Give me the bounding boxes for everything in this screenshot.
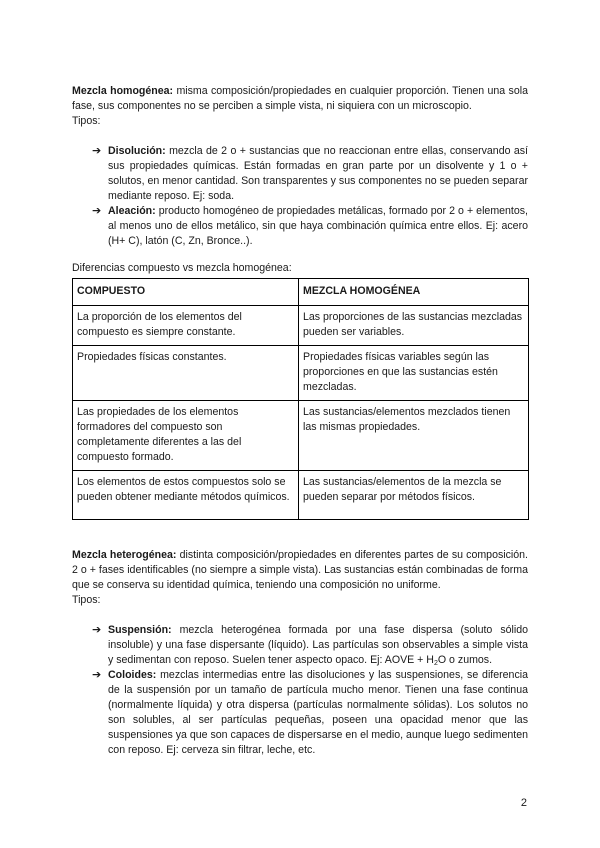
suspension-text-end: O o zumos. [437, 654, 493, 666]
table-cell: La proporción de los elementos del compuesto es siempre constante. [73, 306, 299, 346]
table-cell: Las proporciones de las sustancias mezcladas pueden ser variables. [299, 306, 529, 346]
heterogenea-types-list [72, 623, 528, 758]
homogenea-term: Mezcla homogénea: [72, 85, 174, 97]
table-cell: Las propiedades de los elementos formadores del compuesto son completamente diferentes a las del compuesto formado. [73, 401, 299, 471]
disolucion-term: Disolución: [108, 145, 166, 157]
aleacion-text: producto homogéneo de propiedades metálicas, formado por 2 o + elementos, al menos uno de ellos metálico, sin que haya combinación química entre ellos. Ej: acero (H+ C), latón (C, Zn, Bronce..). [108, 205, 528, 247]
table-caption: Diferencias compuesto vs mezcla homogénea: [72, 262, 292, 274]
header-mezcla-homogenea: MEZCLA HOMOGÉNEA [299, 279, 529, 306]
arrow-icon: ➔ [92, 669, 102, 681]
table-cell: Las sustancias/elementos mezclados tienen las mismas propiedades. [299, 401, 529, 471]
list-item-suspension [72, 623, 528, 668]
comparison-table [72, 278, 529, 520]
heterogenea-tipos-label: Tipos: [72, 594, 101, 606]
table-cell: Propiedades físicas constantes. [73, 346, 299, 401]
header-compuesto: COMPUESTO [73, 279, 299, 306]
document-page [72, 84, 528, 758]
heterogenea-term: Mezcla heterogénea: [72, 549, 177, 561]
page-number: 2 [520, 797, 527, 809]
heterogenea-definition [72, 548, 528, 593]
arrow-icon: ➔ [92, 205, 102, 217]
arrow-icon: ➔ [92, 624, 102, 636]
table-header-row [73, 279, 529, 306]
h2o-subscript: 2 [433, 660, 438, 667]
list-item-aleacion [72, 204, 528, 249]
list-item-coloides [72, 668, 528, 758]
table-cell: Las sustancias/elementos de la mezcla se pueden separar por métodos físicos. [299, 471, 529, 520]
coloides-term: Coloides: [108, 669, 157, 681]
table-cell: Propiedades físicas variables según las proporciones en que las sustancias estén mezcladas. [299, 346, 529, 401]
homogenea-types-list [72, 144, 528, 249]
homogenea-definition [72, 84, 528, 114]
table-row [73, 346, 529, 401]
table-row [73, 306, 529, 346]
table-cell: Los elementos de estos compuestos solo se pueden obtener mediante métodos químicos. [73, 471, 299, 520]
homogenea-definition-text: misma composición/propiedades en cualquier proporción. Tienen una sola fase, sus componentes no se perciben a simple vista, ni siquiera con un microscopio. [72, 85, 528, 112]
suspension-text: mezcla heterogénea formada por una fase dispersa (soluto sólido insoluble) y una fase dispersante (líquido). Las partículas son observables a simple vista y sedimentan con reposo. Suelen tener aspecto opaco. Ej: AOVE + H [108, 624, 528, 666]
arrow-icon: ➔ [92, 145, 102, 157]
coloides-text: mezclas intermedias entre las disoluciones y las suspensiones, se diferencia de la suspensión por un tamaño de partícula mucho menor. Tienen una fase continua (normalmente líquida) y otra dispersa (partículas normalmente sólidas). Los solutos no son solubles, al ser partículas pequeñas, poseen una opacidad menor que las suspensiones ya que son capaces de dispersarse en el medio, aunque luego sedimenten con reposo. Ej: cerveza sin filtrar, leche, etc. [108, 669, 528, 756]
disolucion-text: mezcla de 2 o + sustancias que no reaccionan entre ellas, conservando así sus propiedades químicas. Están formadas en gran parte por un disolvente y 1 o + solutos, en menor cantidad. Son transparentes y sus componentes no se pueden separar mediante reposo. Ej: soda. [108, 145, 528, 202]
homogenea-tipos-label: Tipos: [72, 115, 101, 127]
list-item-disolucion [72, 144, 528, 204]
suspension-term: Suspensión: [108, 624, 172, 636]
aleacion-term: Aleación: [108, 205, 156, 217]
table-row [73, 401, 529, 471]
table-row [73, 471, 529, 520]
heterogenea-definition-text: distinta composición/propiedades en diferentes partes de su composición. 2 o + fases identificables (no siempre a simple vista). Las sustancias están combinadas de forma que se conserva su identidad química, teniendo una composición no uniforme. [72, 549, 528, 591]
